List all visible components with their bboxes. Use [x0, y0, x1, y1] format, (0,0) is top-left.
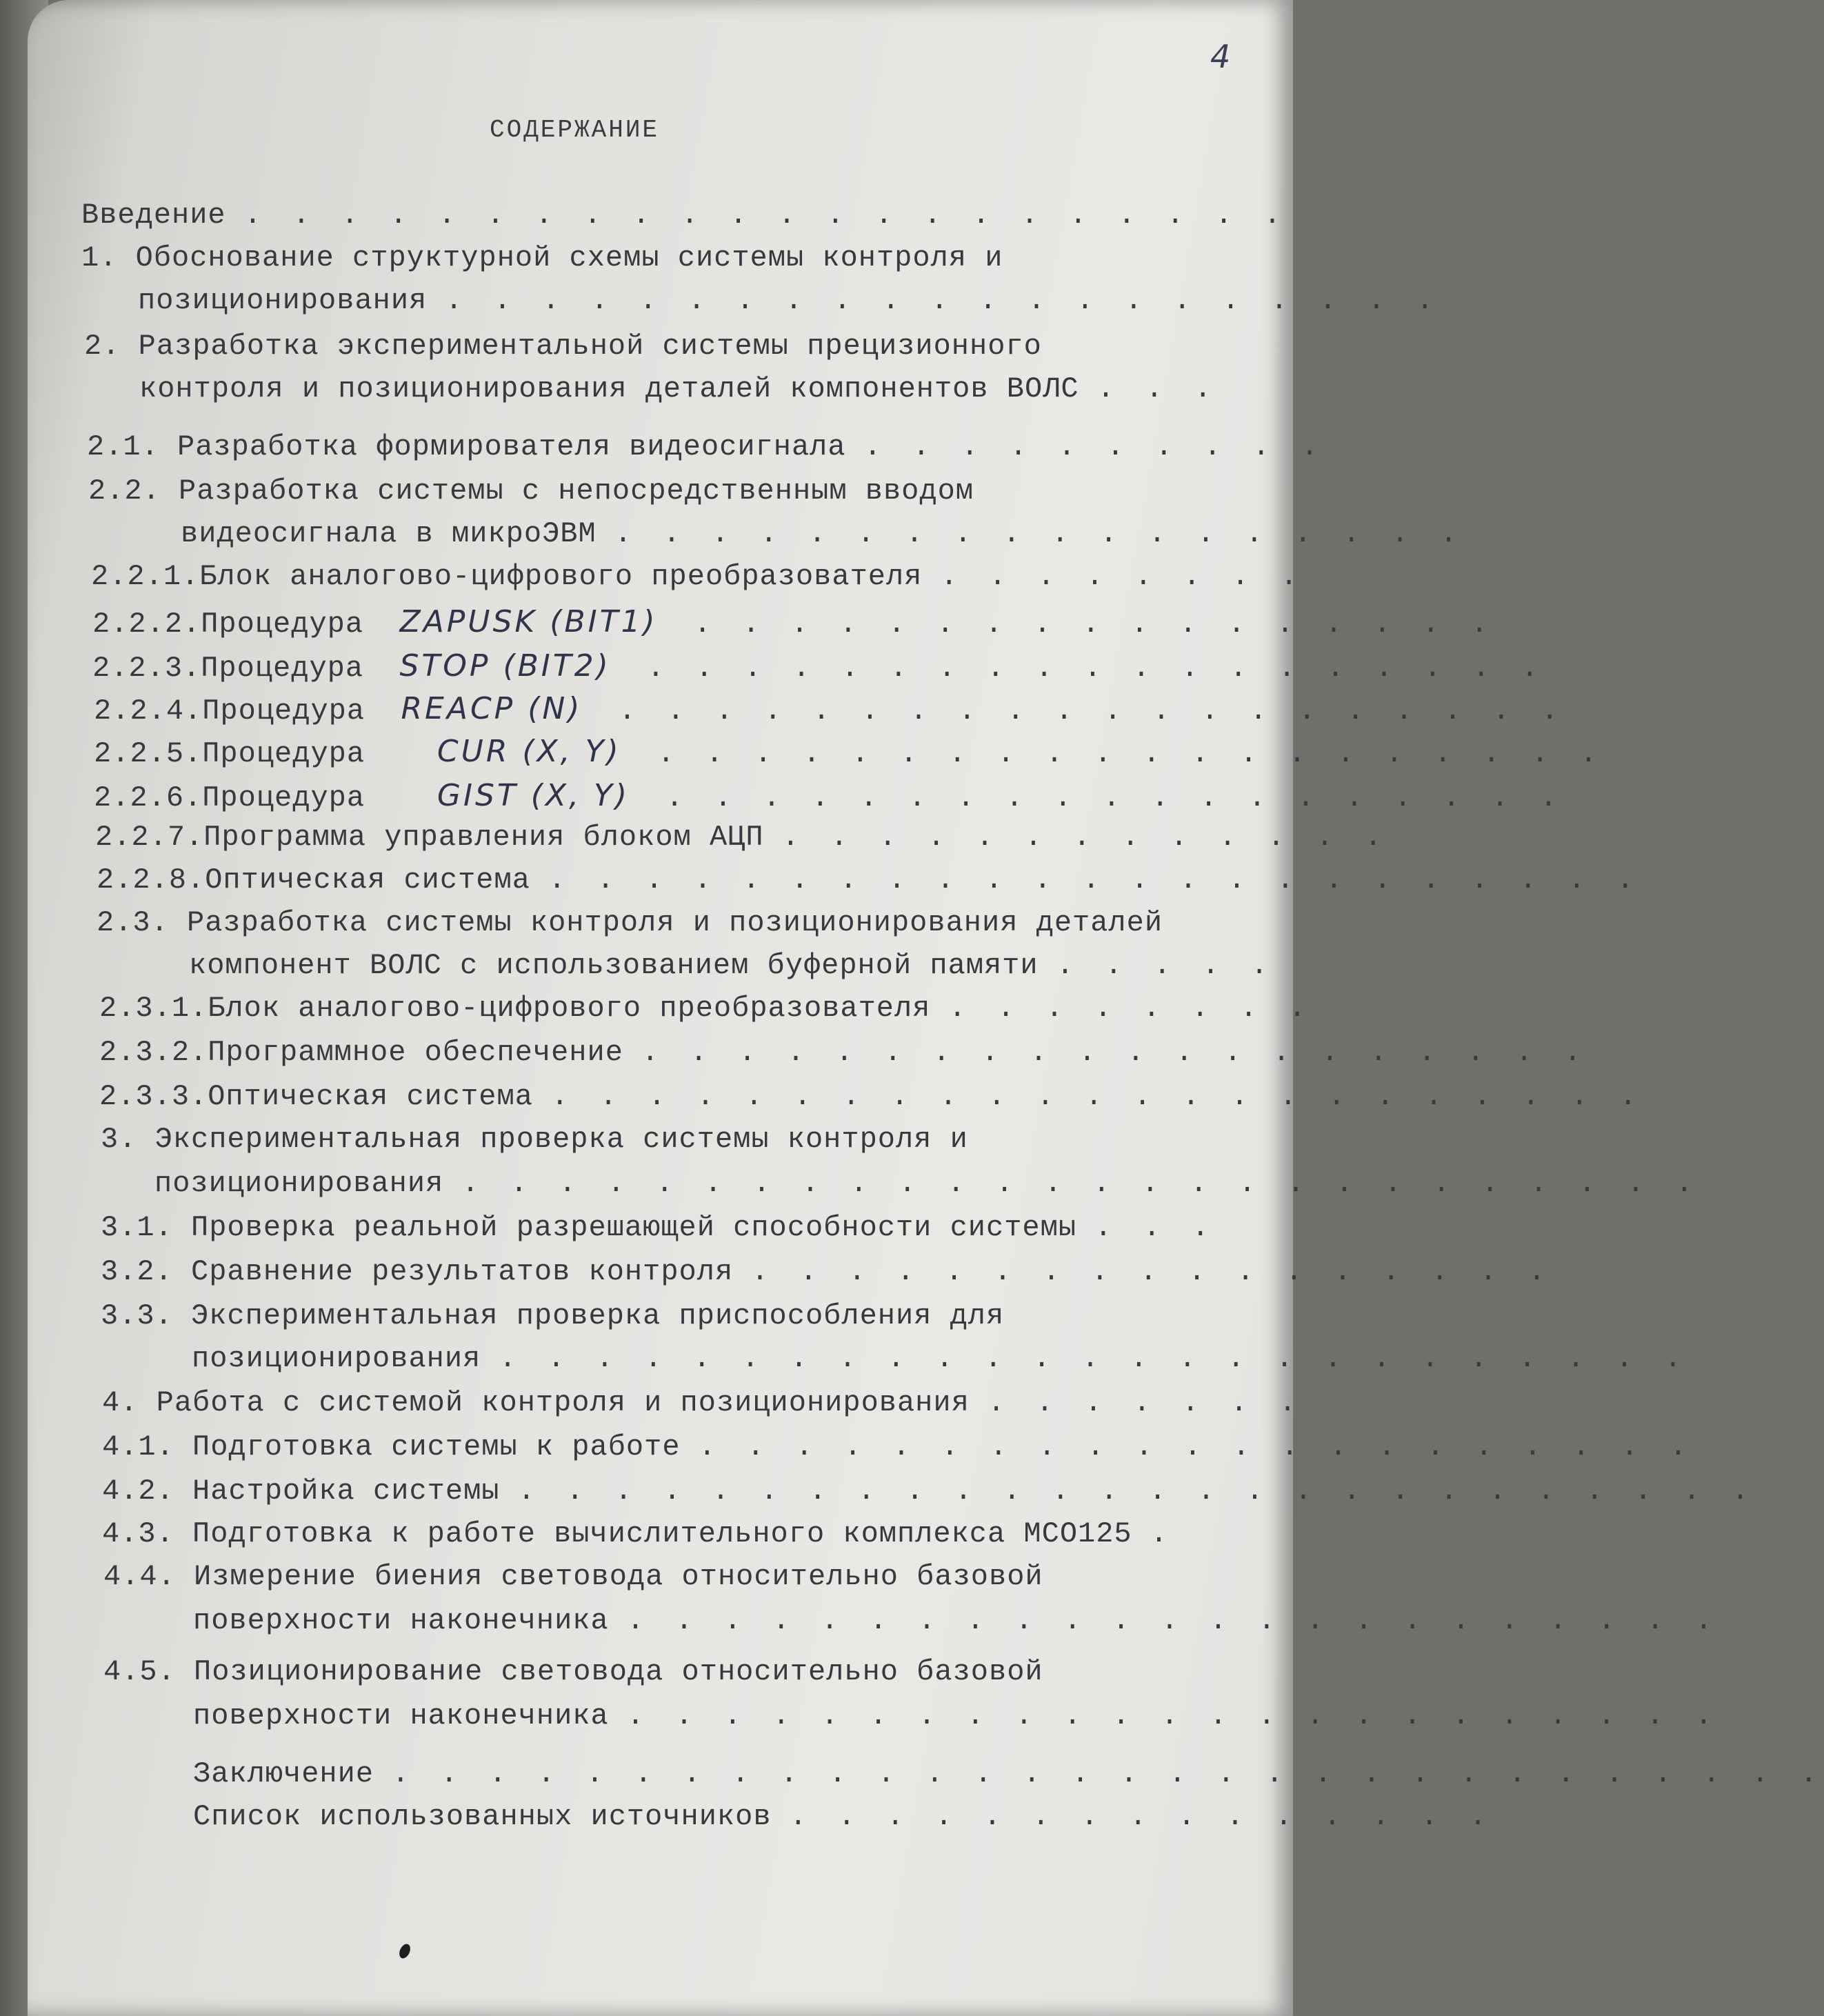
- toc-entry: 2.3. Разработка системы контроля и позиционирования деталей: [97, 906, 1163, 939]
- toc-entry: 2.2.3.Процедура STOP (BIT2) . . . . . . . . . . . . . . . . . . .: [92, 648, 1545, 685]
- toc-entry: 2.2.2.Процедура ZAPUSK (BIT1) . . . . . . . . . . . . . . . . .: [92, 604, 1495, 641]
- toc-entry: Заключение . . . . . . . . . . . . . . . . . . . . . . . . . . . . . .: [193, 1757, 1824, 1790]
- toc-entry: 2.1. Разработка формирователя видеосигнала . . . . . . . . . .: [87, 430, 1325, 463]
- toc-entry: 2.2. Разработка системы с непосредственным вводом: [88, 475, 974, 508]
- toc-entry: 2.2.4.Процедура REACP (N) . . . . . . . . . . . . . . . . . . . .: [94, 691, 1565, 728]
- toc-entry: 2.3.2.Программное обеспечение . . . . . . . . . . . . . . . . . . . .: [99, 1036, 1589, 1069]
- toc-title: СОДЕРЖАНИЕ: [490, 116, 660, 144]
- toc-entry: поверхности наконечника . . . . . . . . . . . . . . . . . . . . . . .: [193, 1604, 1720, 1637]
- handwritten-procedure-name: ZAPUSK (BIT1): [399, 604, 658, 639]
- handwritten-procedure-name: GIST (X, Y): [437, 778, 630, 813]
- toc-entry: позиционирования . . . . . . . . . . . . . . . . . . . . .: [138, 284, 1441, 317]
- toc-entry: контроля и позиционирования деталей компонентов ВОЛС . . .: [139, 372, 1219, 406]
- toc-entry: позиционирования . . . . . . . . . . . . . . . . . . . . . . . . . .: [154, 1167, 1700, 1200]
- toc-entry: 2.2.8.Оптическая система . . . . . . . . . . . . . . . . . . . . . . .: [97, 864, 1641, 897]
- toc-entry: 1. Обоснование структурной схемы системы контроля и: [81, 241, 1003, 275]
- toc-entry: Список использованных источников . . . . . . . . . . . . . . .: [193, 1800, 1494, 1833]
- toc-entry: 2.2.7.Программа управления блоком АЦП . . . . . . . . . . . . .: [95, 821, 1389, 854]
- toc-entry: 2.2.1.Блок аналогово-цифрового преобразователя . . . . . . . .: [91, 560, 1305, 593]
- toc-entry: 4.4. Измерение биения световода относительно базовой: [103, 1560, 1043, 1593]
- toc-entry: позиционирования . . . . . . . . . . . . . . . . . . . . . . . . .: [192, 1342, 1689, 1375]
- toc-entry: видеосигнала в микроЭВМ . . . . . . . . . . . . . . . . . .: [181, 517, 1465, 550]
- toc-entry: Введение . . . . . . . . . . . . . . . . . . . . . .: [81, 199, 1288, 232]
- toc-entry: 2.3.1.Блок аналогово-цифрового преобразователя . . . . . . . .: [99, 992, 1313, 1025]
- toc-entry: 2.2.6.Процедура GIST (X, Y) . . . . . . . . . . . . . . . . . . .: [94, 778, 1565, 815]
- toc-entry: 4.3. Подготовка к работе вычислительного комплекса МСО125 .: [102, 1517, 1175, 1550]
- page-number: 4: [1210, 38, 1231, 75]
- handwritten-procedure-name: STOP (BIT2): [399, 648, 611, 683]
- toc-entry: 4.5. Позиционирование световода относительно базовой: [103, 1655, 1043, 1688]
- toc-entry: 3.3. Экспериментальная проверка приспособления для: [101, 1299, 1005, 1333]
- handwritten-procedure-name: REACP (N): [401, 691, 583, 726]
- toc-entry: 3. Экспериментальная проверка системы контроля и: [101, 1123, 968, 1156]
- handwritten-procedure-name: CUR (X, Y): [437, 734, 621, 769]
- toc-entry: 4.2. Настройка системы . . . . . . . . . . . . . . . . . . . . . . . . . .: [102, 1475, 1756, 1508]
- toc-entry: 2.3.3.Оптическая система . . . . . . . . . . . . . . . . . . . . . . .: [99, 1080, 1644, 1113]
- toc-entry: 4.1. Подготовка системы к работе . . . . . . . . . . . . . . . . . . . . .: [102, 1430, 1694, 1464]
- toc-entry: 2.2.5.Процедура CUR (X, Y) . . . . . . . . . . . . . . . . . . . .: [94, 734, 1605, 770]
- toc-entry: компонент ВОЛС с использованием буферной памяти . . . . .: [189, 949, 1275, 982]
- toc-entry: 4. Работа с системой контроля и позиционирования . . . . . . .: [102, 1386, 1303, 1419]
- toc-entry: 2. Разработка экспериментальной системы прецизионного: [84, 330, 1042, 363]
- toc-entry: 3.2. Сравнение результатов контроля . . . . . . . . . . . . . . . . .: [101, 1255, 1553, 1288]
- toc-entry: 3.1. Проверка реальной разрешающей способности системы . . .: [101, 1211, 1216, 1244]
- toc-entry: поверхности наконечника . . . . . . . . . . . . . . . . . . . . . . .: [193, 1699, 1720, 1733]
